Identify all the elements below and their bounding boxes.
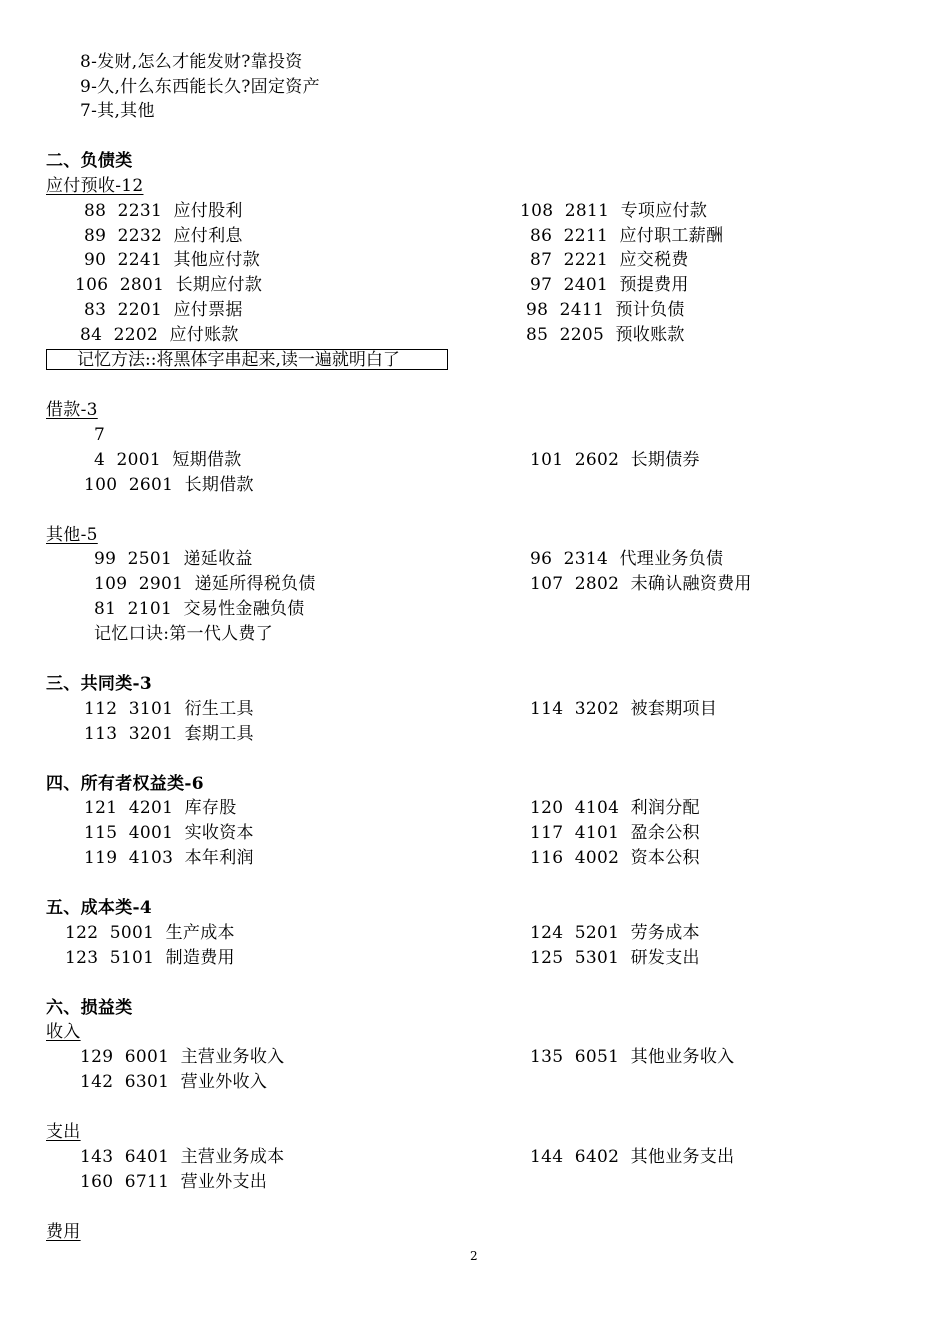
list-item: 143 6401 主营业务成本 — [80, 1147, 285, 1167]
list-item: 124 5201 劳务成本 — [530, 923, 700, 943]
page-number: 2 — [470, 1249, 478, 1263]
list-item: 144 6402 其他业务支出 — [530, 1147, 735, 1167]
list-item: 96 2314 代理业务负债 — [530, 549, 724, 569]
subsection-title-others: 其他-5 — [46, 525, 98, 545]
subsection-title-income: 收入 — [46, 1022, 81, 1042]
list-item: 135 6051 其他业务收入 — [530, 1047, 735, 1067]
list-item: 88 2231 应付股利 — [84, 201, 243, 221]
list-item: 85 2205 预收账款 — [526, 325, 685, 345]
list-item: 142 6301 营业外收入 — [80, 1072, 268, 1092]
list-item: 160 6711 营业外支出 — [80, 1172, 268, 1192]
section-heading-liabilities: 二、负债类 — [46, 151, 133, 171]
list-item: 129 6001 主营业务收入 — [80, 1047, 285, 1067]
list-item: 97 2401 预提费用 — [530, 275, 689, 295]
list-item: 90 2241 其他应付款 — [84, 250, 261, 270]
list-item: 98 2411 预计负债 — [526, 300, 685, 320]
list-item: 125 5301 研发支出 — [530, 948, 700, 968]
list-item: 100 2601 长期借款 — [84, 475, 254, 495]
list-item: 107 2802 未确认融资费用 — [530, 574, 752, 594]
section-heading-pl: 六、损益类 — [46, 998, 133, 1018]
list-item: 117 4101 盈余公积 — [530, 823, 700, 843]
list-item: 84 2202 应付账款 — [80, 325, 239, 345]
list-item: 114 3202 被套期项目 — [530, 699, 718, 719]
memo-box — [46, 349, 448, 370]
list-item: 116 4002 资本公积 — [530, 848, 700, 868]
list-item: 115 4001 实收资本 — [84, 823, 254, 843]
subsection-title-payables: 应付预收-12 — [46, 176, 144, 196]
list-item: 121 4201 库存股 — [84, 798, 237, 818]
list-item: 99 2501 递延收益 — [94, 549, 253, 569]
intro-line-1: 8-发财,怎么才能发财?靠投资 — [80, 52, 303, 72]
subsection-title-expense: 支出 — [46, 1122, 81, 1142]
memo-text: 记忆方法::将黑体字串起来,读一遍就明白了 — [77, 350, 400, 370]
list-item: 101 2602 长期债券 — [530, 450, 700, 470]
section-heading-equity: 四、所有者权益类-6 — [46, 774, 204, 794]
list-item: 113 3201 套期工具 — [84, 724, 254, 744]
subsection-title-loans: 借款-3 — [46, 400, 98, 420]
others-memo: 记忆口诀:第一代人费了 — [94, 624, 274, 644]
intro-line-3: 7-其,其他 — [80, 101, 155, 121]
list-item: 89 2232 应付利息 — [84, 226, 243, 246]
list-item: 108 2811 专项应付款 — [520, 201, 708, 221]
list-item: 120 4104 利润分配 — [530, 798, 700, 818]
subsection-title-costs: 费用 — [46, 1222, 81, 1242]
section-heading-cost: 五、成本类-4 — [46, 898, 152, 918]
list-item: 109 2901 递延所得税负债 — [94, 574, 316, 594]
list-item: 81 2101 交易性金融负债 — [94, 599, 305, 619]
intro-line-2: 9-久,什么东西能长久?固定资产 — [80, 77, 320, 97]
section-heading-common: 三、共同类-3 — [46, 674, 152, 694]
list-item: 122 5001 生产成本 — [65, 923, 235, 943]
list-item: 106 2801 长期应付款 — [75, 275, 263, 295]
list-item: 83 2201 应付票据 — [84, 300, 243, 320]
loans-note: 7 — [94, 425, 106, 445]
list-item: 119 4103 本年利润 — [84, 848, 254, 868]
list-item: 86 2211 应付职工薪酬 — [530, 226, 724, 246]
list-item: 87 2221 应交税费 — [530, 250, 689, 270]
list-item: 123 5101 制造费用 — [65, 948, 235, 968]
list-item: 4 2001 短期借款 — [94, 450, 242, 470]
list-item: 112 3101 衍生工具 — [84, 699, 254, 719]
